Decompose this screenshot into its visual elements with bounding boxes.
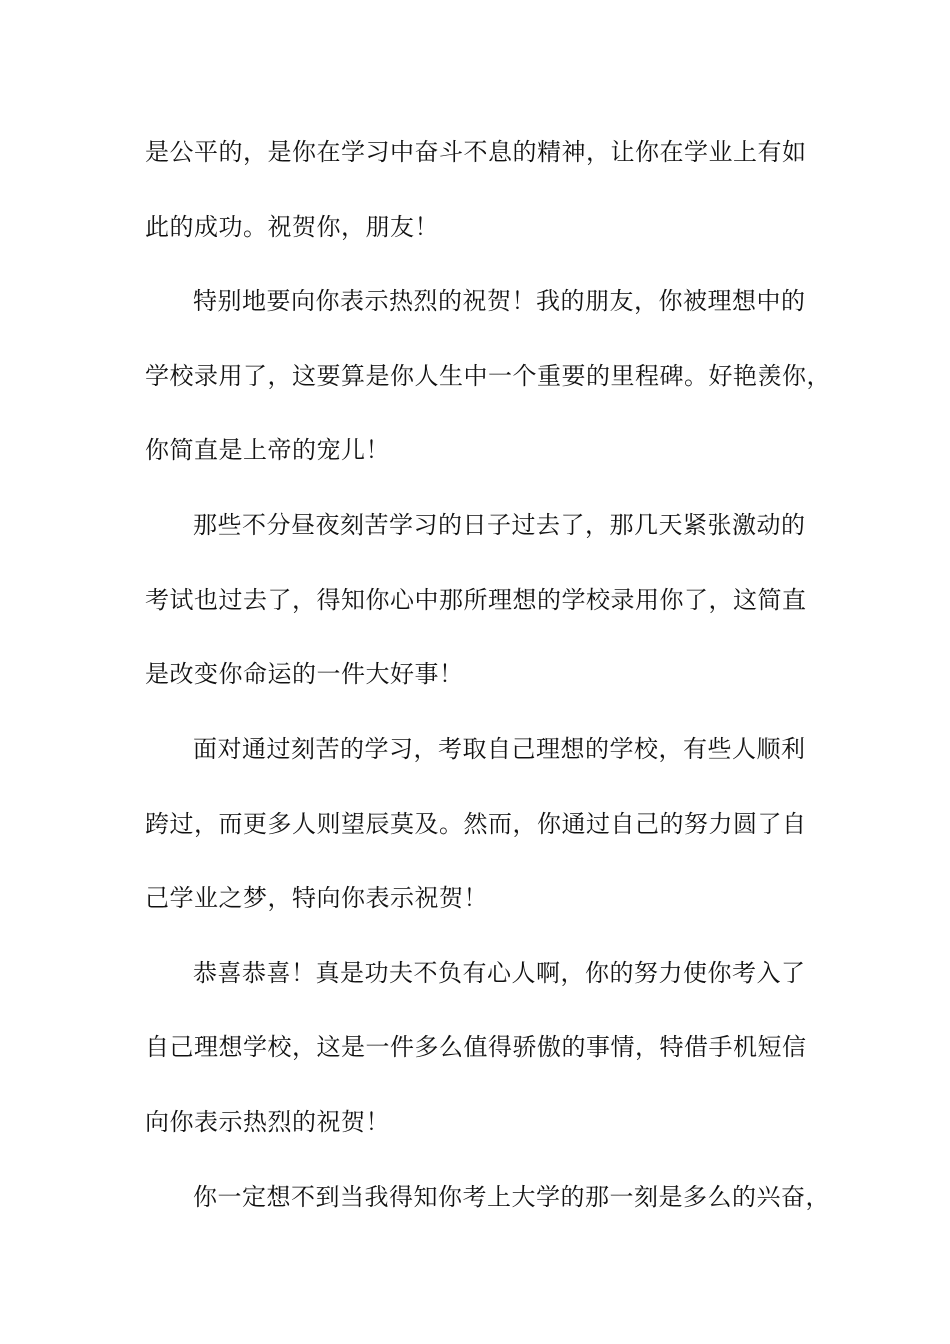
text-line: 学校录用了，这要算是你人生中一个重要的里程碑。好艳羡你， [145,362,831,390]
text-line: 向你表示热烈的祝贺！ [145,1108,390,1136]
text-line: 己学业之梦，特向你表示祝贺！ [145,884,488,912]
paragraph-first-line: 你一定想不到当我得知你考上大学的那一刻是多么的兴奋， [193,1183,830,1211]
text-line: 考试也过去了，得知你心中那所理想的学校录用你了，这简直 [145,586,807,614]
text-line: 你简直是上帝的宠儿！ [145,436,390,464]
text-line: 自己理想学校，这是一件多么值得骄傲的事情，特借手机短信 [145,1033,807,1061]
text-line: 此的成功。祝贺你，朋友！ [145,213,439,241]
paragraph-first-line: 面对通过刻苦的学习，考取自己理想的学校，有些人顺利 [193,735,806,763]
text-line: 跨过，而更多人则望辰莫及。然而，你通过自己的努力圆了自 [145,810,807,838]
paragraph-first-line: 那些不分昼夜刻苦学习的日子过去了，那几天紧张激动的 [193,511,806,539]
paragraph-first-line: 特别地要向你表示热烈的祝贺！我的朋友，你被理想中的 [193,287,806,315]
text-line: 是公平的，是你在学习中奋斗不息的精神，让你在学业上有如 [145,138,807,166]
text-line: 是改变你命运的一件大好事！ [145,660,464,688]
paragraph-first-line: 恭喜恭喜！真是功夫不负有心人啊，你的努力使你考入了 [193,959,806,987]
